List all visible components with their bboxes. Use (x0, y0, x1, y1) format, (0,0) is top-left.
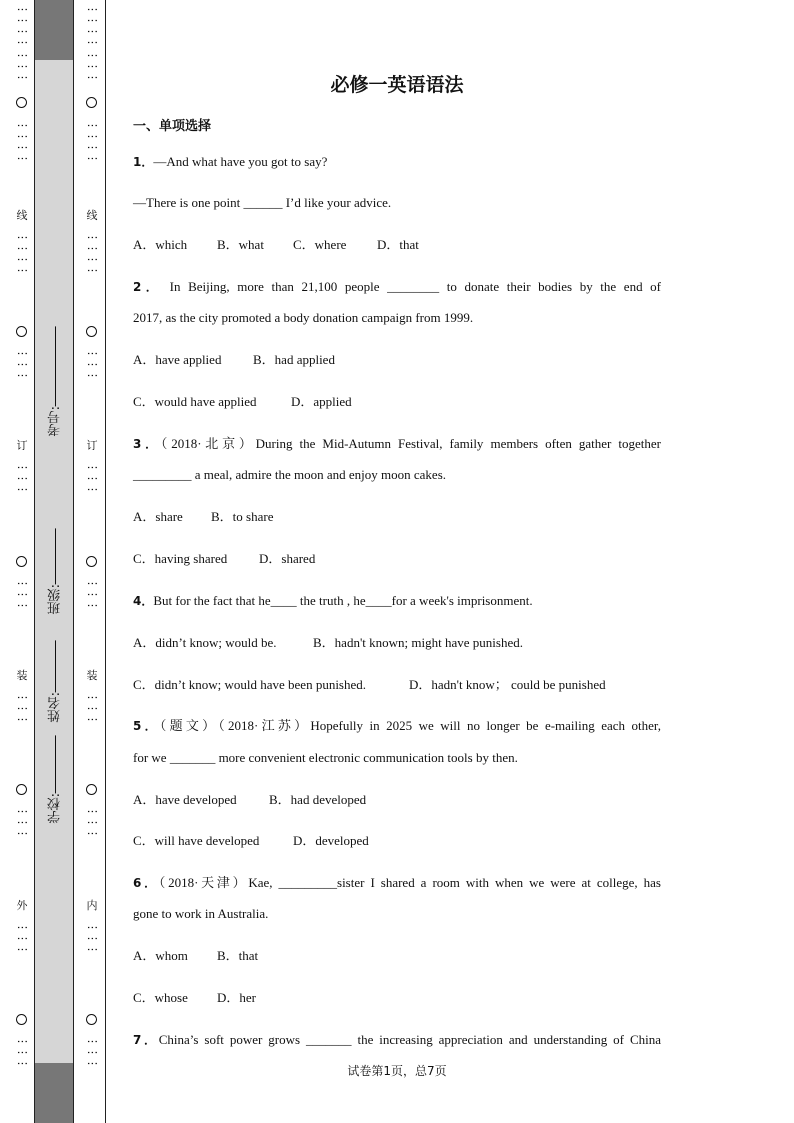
dotted-line: ⋮⋮⋮⋮ (86, 4, 99, 48)
dotted-line: ⋮⋮⋮ (86, 50, 99, 83)
binding-char: 内 (86, 899, 98, 912)
dotted-line: ⋮⋮⋮ (16, 50, 29, 83)
outer-cut-line (16, 0, 28, 1123)
question-4 (133, 593, 661, 609)
question-7 (133, 1032, 661, 1048)
strip-block-top (35, 0, 73, 60)
question-3 (133, 436, 661, 452)
option-d[interactable]: D．hadn't know； could be punished (409, 677, 606, 692)
question-1-line-2: —There is one point ______ I’d like your advice. (133, 195, 392, 210)
school-field[interactable] (46, 735, 62, 823)
binding-char: 外 (16, 899, 28, 912)
class-blank[interactable] (56, 528, 57, 584)
question-text: （题文）（2018·江苏）Hopefully in 2025 we will no longer be e-mailing each other, (159, 718, 661, 733)
question-5-options-row-2 (133, 833, 661, 849)
question-number: 4． (133, 594, 154, 608)
question-2-options-row-2 (133, 394, 661, 410)
question-6-options-row-1 (133, 948, 661, 964)
option-b[interactable]: B．hadn't known; might have punished. (313, 635, 523, 650)
school-blank[interactable] (56, 735, 57, 793)
option-b[interactable]: B．what (217, 237, 264, 252)
question-6-options-row-2 (133, 990, 661, 1006)
question-5 (133, 718, 661, 734)
page-title: 必修一英语语法 (330, 74, 464, 96)
circle-mark (16, 97, 27, 108)
question-text: （2018·北京）During the Mid-Autumn Festival, family members often gather together (160, 436, 661, 451)
question-2 (133, 279, 661, 295)
binding-char: 线 (16, 209, 28, 222)
dotted-line: ⋮⋮⋮ (16, 922, 29, 955)
exam-number-blank[interactable] (56, 326, 57, 406)
dotted-line: ⋮⋮⋮ (16, 462, 29, 495)
circle-mark (86, 97, 97, 108)
binding-char: 装 (86, 669, 98, 682)
option-c[interactable]: C．where (293, 237, 347, 252)
question-text: —And what have you got to say? (153, 154, 328, 169)
question-number: 5． (133, 719, 160, 733)
option-c[interactable]: C．having shared (133, 551, 228, 566)
exam-number-field[interactable] (46, 326, 62, 436)
dotted-line: ⋮⋮⋮⋮ (16, 232, 29, 276)
name-label: 姓名: (48, 692, 63, 723)
page-footer: 试卷第1页，总7页 (347, 1064, 447, 1078)
question-1-options (133, 237, 661, 253)
option-d[interactable]: D．her (217, 990, 256, 1005)
dotted-line: ⋮⋮⋮ (16, 806, 29, 839)
question-6-line-2: gone to work in Australia. (133, 906, 269, 921)
option-b[interactable]: B．had developed (269, 792, 367, 807)
binding-char: 装 (16, 669, 28, 682)
circle-mark (16, 784, 27, 795)
question-number: 2． (133, 280, 163, 294)
question-number: 3． (133, 437, 161, 451)
name-field[interactable] (46, 640, 62, 722)
option-c[interactable]: C．will have developed (133, 833, 260, 848)
option-d[interactable]: D．that (377, 237, 419, 252)
circle-mark (16, 556, 27, 567)
question-3-options-row-1 (133, 509, 661, 525)
option-a[interactable]: A．have developed (133, 792, 237, 807)
option-a[interactable]: A．didn’t know; would be. (133, 635, 277, 650)
dotted-line: ⋮⋮⋮ (16, 578, 29, 611)
dotted-line: ⋮⋮⋮ (86, 692, 99, 725)
dotted-line: ⋮⋮⋮ (86, 578, 99, 611)
option-c[interactable]: C．would have applied (133, 394, 257, 409)
dotted-line: ⋮⋮⋮ (16, 348, 29, 381)
option-b[interactable]: B．had applied (253, 352, 335, 367)
circle-mark (86, 784, 97, 795)
circle-mark (16, 326, 27, 337)
dotted-line: ⋮⋮⋮ (16, 692, 29, 725)
margin-rule (105, 0, 106, 1123)
binding-char: 订 (16, 439, 28, 452)
dotted-line: ⋮⋮⋮ (86, 806, 99, 839)
binding-char: 线 (86, 209, 98, 222)
question-3-line-2: _________ a meal, admire the moon and enjoy moon cakes. (133, 467, 447, 482)
dotted-line: ⋮⋮⋮⋮ (86, 232, 99, 276)
question-3-options-row-2 (133, 551, 661, 567)
question-text: China’s soft power grows _______ the increasing appreciation and understanding of China (158, 1032, 661, 1047)
option-d[interactable]: D．developed (293, 833, 369, 848)
circle-mark (86, 556, 97, 567)
dotted-line: ⋮⋮⋮ (16, 1036, 29, 1069)
dotted-line: ⋮⋮⋮ (86, 462, 99, 495)
option-a[interactable]: A．have applied (133, 352, 222, 367)
question-2-options-row-1 (133, 352, 661, 368)
option-a[interactable]: A．whom (133, 948, 188, 963)
question-4-options-row-2 (133, 677, 661, 693)
inner-cut-line (86, 0, 98, 1123)
question-2-line-2: 2017, as the city promoted a body donation campaign from 1999. (133, 310, 474, 325)
question-number: 1． (133, 155, 154, 169)
dotted-line: ⋮⋮⋮ (86, 348, 99, 381)
name-blank[interactable] (56, 640, 57, 692)
binding-char: 订 (86, 439, 98, 452)
question-1 (133, 154, 661, 170)
question-5-line-2: for we _______ more convenient electronic communication tools by then. (133, 750, 518, 765)
question-text: But for the fact that he____ the truth , he____for a week's imprisonment. (153, 593, 533, 608)
option-a[interactable]: A．which (133, 237, 188, 252)
dotted-line: ⋮⋮⋮ (86, 922, 99, 955)
class-label: 班级: (48, 584, 63, 615)
circle-mark (86, 326, 97, 337)
question-text: In Beijing, more than 21,100 people ________ to donate their bodies by the end of (169, 279, 661, 294)
dotted-line: ⋮⋮⋮⋮ (86, 120, 99, 164)
question-4-options-row-1 (133, 635, 661, 651)
option-b[interactable]: B．to share (211, 509, 274, 524)
exam-number-label: 考号: (48, 406, 63, 437)
circle-mark (16, 1014, 27, 1025)
question-number: 7． (133, 1033, 159, 1047)
strip-block-bottom (35, 1063, 73, 1123)
dotted-line: ⋮⋮⋮⋮ (16, 4, 29, 48)
option-d[interactable]: D．applied (291, 394, 352, 409)
option-b[interactable]: B．that (217, 948, 259, 963)
circle-mark (86, 1014, 97, 1025)
question-6 (133, 875, 661, 891)
section-heading: 一、单项选择 (133, 119, 212, 134)
class-field[interactable] (46, 528, 62, 614)
option-c[interactable]: C．whose (133, 990, 188, 1005)
dotted-line: ⋮⋮⋮ (86, 1036, 99, 1069)
school-label: 学校: (48, 793, 63, 824)
option-c[interactable]: C．didn’t know; would have been punished. (133, 677, 367, 692)
dotted-line: ⋮⋮⋮⋮ (16, 120, 29, 164)
option-a[interactable]: A．share (133, 509, 183, 524)
question-text: （2018·天津）Kae, _________sister I shared a room with when we were at college, has (158, 875, 661, 890)
question-5-options-row-1 (133, 792, 661, 808)
option-d[interactable]: D．shared (259, 551, 316, 566)
question-number: 6． (133, 876, 159, 890)
